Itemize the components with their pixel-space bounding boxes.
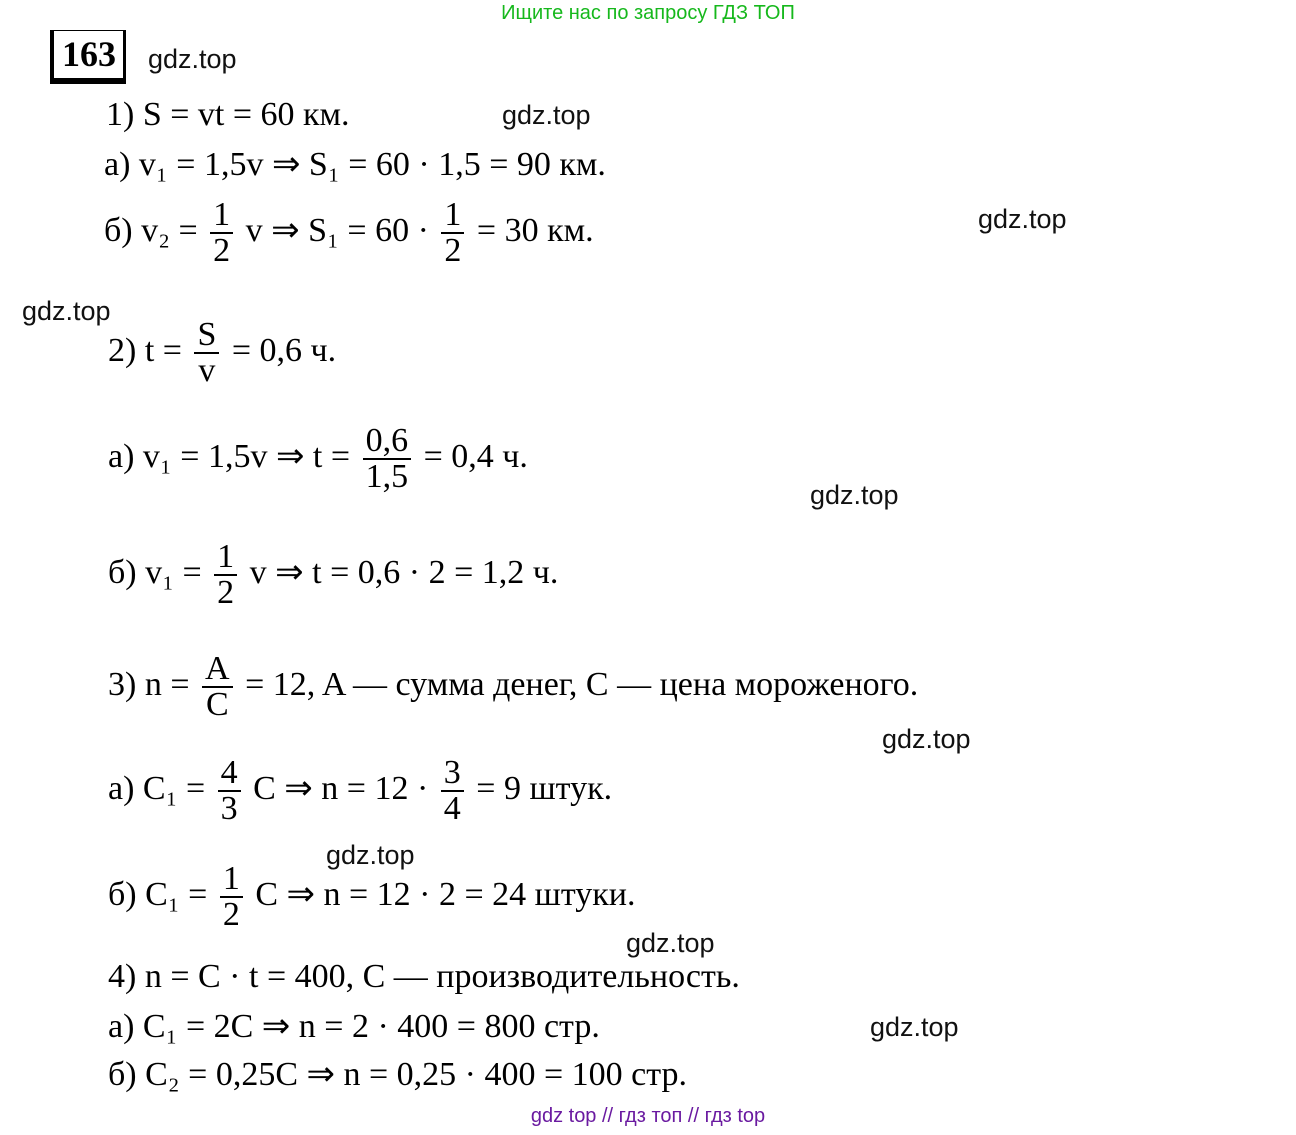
watermark: gdz.top <box>870 1012 959 1042</box>
line-3-start: 3) n = <box>108 665 190 703</box>
solution-line-3a <box>108 756 612 826</box>
line-3a-start: а) C₁ = <box>108 769 206 807</box>
line-3a-middle: C ⇒ n = 12 · <box>253 769 429 807</box>
solution-line-1: 1) S = vt = 60 км. <box>106 96 350 133</box>
solution-line-1b <box>104 198 594 268</box>
line-2b-end: v ⇒ t = 0,6 · 2 = 1,2 ч. <box>249 553 559 591</box>
line-3a-end: = 9 штук. <box>476 769 613 807</box>
fraction-numerator: A <box>202 652 233 688</box>
fraction-numerator: 3 <box>441 756 464 792</box>
solution-line-3b <box>108 862 635 932</box>
line-2-end: = 0,6 ч. <box>231 331 337 369</box>
fraction-06-over-15 <box>363 424 412 494</box>
top-banner[interactable]: Ищите нас по запросу ГДЗ ТОП <box>501 2 795 24</box>
fraction-numerator: 0,6 <box>363 424 412 460</box>
line-3b-end: C ⇒ n = 12 · 2 = 24 штуки. <box>255 875 636 913</box>
solution-line-2b <box>108 540 558 610</box>
watermark: gdz.top <box>326 840 415 870</box>
solution-line-1a: а) v₁ = 1,5v ⇒ S₁ = 60 · 1,5 = 90 км. <box>104 146 606 183</box>
watermark: gdz.top <box>148 44 237 74</box>
watermark: gdz.top <box>978 204 1067 234</box>
watermark: gdz.top <box>810 480 899 510</box>
line-2a-start: а) v₁ = 1,5v ⇒ t = <box>108 437 351 475</box>
fraction-one-half <box>210 198 233 268</box>
fraction-denominator: 1,5 <box>365 458 409 495</box>
solution-line-4: 4) n = C · t = 400, C — производительность. <box>108 958 740 995</box>
fraction-denominator: 2 <box>217 574 235 611</box>
fraction-denominator: 3 <box>220 790 238 827</box>
fraction-denominator: 2 <box>213 232 231 269</box>
fraction-denominator: C <box>205 686 229 723</box>
line-1b-middle: v ⇒ S₁ = 60 · <box>245 211 429 249</box>
line-2b-start: б) v₁ = <box>108 553 202 591</box>
footer-links[interactable]: gdz top // гдз топ // гдз top <box>530 1105 766 1127</box>
fraction-one-half <box>441 198 464 268</box>
fraction-numerator: S <box>194 318 219 354</box>
line-2a-end: = 0,4 ч. <box>423 437 528 475</box>
solution-line-3 <box>108 652 918 722</box>
fraction-numerator: 1 <box>441 198 464 234</box>
fraction-numerator: 4 <box>218 756 241 792</box>
task-number: 163 <box>62 34 116 74</box>
fraction-numerator: 1 <box>214 540 237 576</box>
watermark: gdz.top <box>502 100 591 130</box>
watermark: gdz.top <box>882 724 971 754</box>
fraction-denominator: 4 <box>443 790 461 827</box>
fraction-one-half <box>220 862 243 932</box>
line-1b-end: = 30 км. <box>476 211 594 249</box>
task-number-box <box>50 30 126 84</box>
solution-line-2 <box>108 318 336 388</box>
watermark: gdz.top <box>22 296 111 326</box>
fraction-numerator: 1 <box>220 862 243 898</box>
fraction-four-thirds <box>218 756 241 826</box>
fraction-three-quarters <box>441 756 464 826</box>
solution-line-4a: а) C₁ = 2C ⇒ n = 2 · 400 = 800 стр. <box>108 1008 600 1045</box>
fraction-denominator: 2 <box>444 232 462 269</box>
line-3b-start: б) C₁ = <box>108 875 208 913</box>
fraction-numerator: 1 <box>210 198 233 234</box>
fraction-s-over-v <box>194 318 219 388</box>
line-2-start: 2) t = <box>108 331 182 369</box>
solution-line-2a <box>108 424 528 494</box>
fraction-a-over-c <box>202 652 233 722</box>
line-3-end: = 12, A — сумма денег, C — цена мороженого. <box>245 665 919 703</box>
fraction-one-half <box>214 540 237 610</box>
solution-line-4b: б) C₂ = 0,25C ⇒ n = 0,25 · 400 = 100 стр. <box>108 1056 688 1093</box>
fraction-denominator: 2 <box>222 896 240 933</box>
line-1b-start: б) v₂ = <box>104 211 198 249</box>
fraction-denominator: v <box>198 352 216 389</box>
watermark: gdz.top <box>626 928 715 958</box>
